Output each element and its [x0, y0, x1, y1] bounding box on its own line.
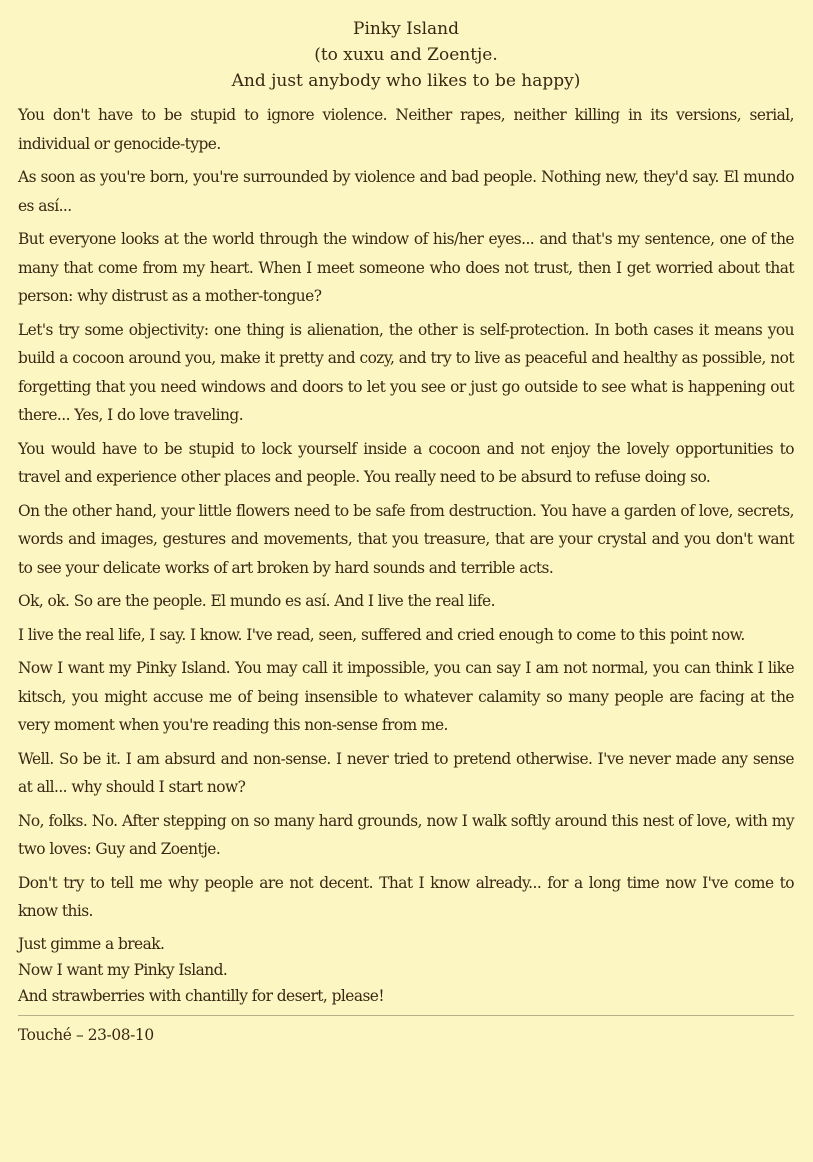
paragraph-3: But everyone looks at the world through the window of his/her eyes... and that's my sentence, one of the many that come from my heart. When I meet someone who does not trust, then I get worried about that person: why distrust as a mother-tongue?: [18, 230, 794, 305]
paragraph-12: Don't try to tell me why people are not decent. That I know already... for a long time now I've come to know this.: [18, 873, 794, 920]
title-block: [18, 16, 794, 94]
closing-lines: [18, 931, 794, 1009]
paragraph-6: On the other hand, your little flowers need to be safe from destruction. You have a garden of love, secrets, words and images, gestures and movements, that you treasure, that are your crystal and you don't want to see your delicate works of art broken by hard sounds and terrible acts.: [18, 501, 794, 577]
dedication-line-1: (to xuxu and Zoentje.: [314, 45, 498, 65]
closing-line-2: Now I want my Pinky Island.: [18, 960, 228, 979]
poem-page: [18, 16, 794, 1048]
paragraph-11: No, folks. No. After stepping on so many hard grounds, now I walk softly around this nest of love, with my two loves: Guy and Zoentje.: [18, 811, 794, 858]
paragraph-7: Ok, ok. So are the people. El mundo es así. And I live the real life.: [18, 592, 495, 610]
paragraph-5: You would have to be stupid to lock yourself inside a cocoon and not enjoy the lovely opportunities to travel and experience other places and people. You really need to be absurd to refuse doing so.: [18, 439, 794, 486]
signature: Touché – 23-08-10: [18, 1025, 154, 1044]
paragraph-8: I live the real life, I say. I know. I've read, seen, suffered and cried enough to come to this point now.: [18, 625, 745, 644]
paragraph-2: As soon as you're born, you're surrounded by violence and bad people. Nothing new, they'd say. El mundo es así...: [18, 168, 794, 215]
poem-title: Pinky Island: [353, 19, 459, 39]
paragraph-10: Well. So be it. I am absurd and non-sense. I never tried to pretend otherwise. I've never made any sense at all... why should I start now?: [18, 749, 794, 796]
closing-line-1: Just gimme a break.: [18, 934, 165, 953]
paragraph-9: Now I want my Pinky Island. You may call it impossible, you can say I am not normal, you can think I like kitsch, you might accuse me of being insensible to whatever calamity so many people are facing at the very moment when you're reading this non-sense from me.: [18, 659, 794, 734]
paragraph-4: Let's try some objectivity: one thing is alienation, the other is self-protection. In both cases it means you build a cocoon around you, make it pretty and cozy, and try to live as peaceful and healthy as possible, not forgetting that you need windows and doors to let you see or just go outside to see what is happening out there... Yes, I do love traveling.: [18, 320, 794, 424]
dedication-line-2: And just anybody who likes to be happy): [231, 71, 581, 91]
closing-line-3: And strawberries with chantilly for desert, please!: [18, 986, 385, 1005]
paragraph-1: You don't have to be stupid to ignore violence. Neither rapes, neither killing in its versions, serial, individual or genocide-type.: [18, 106, 794, 153]
divider: [18, 1015, 794, 1016]
